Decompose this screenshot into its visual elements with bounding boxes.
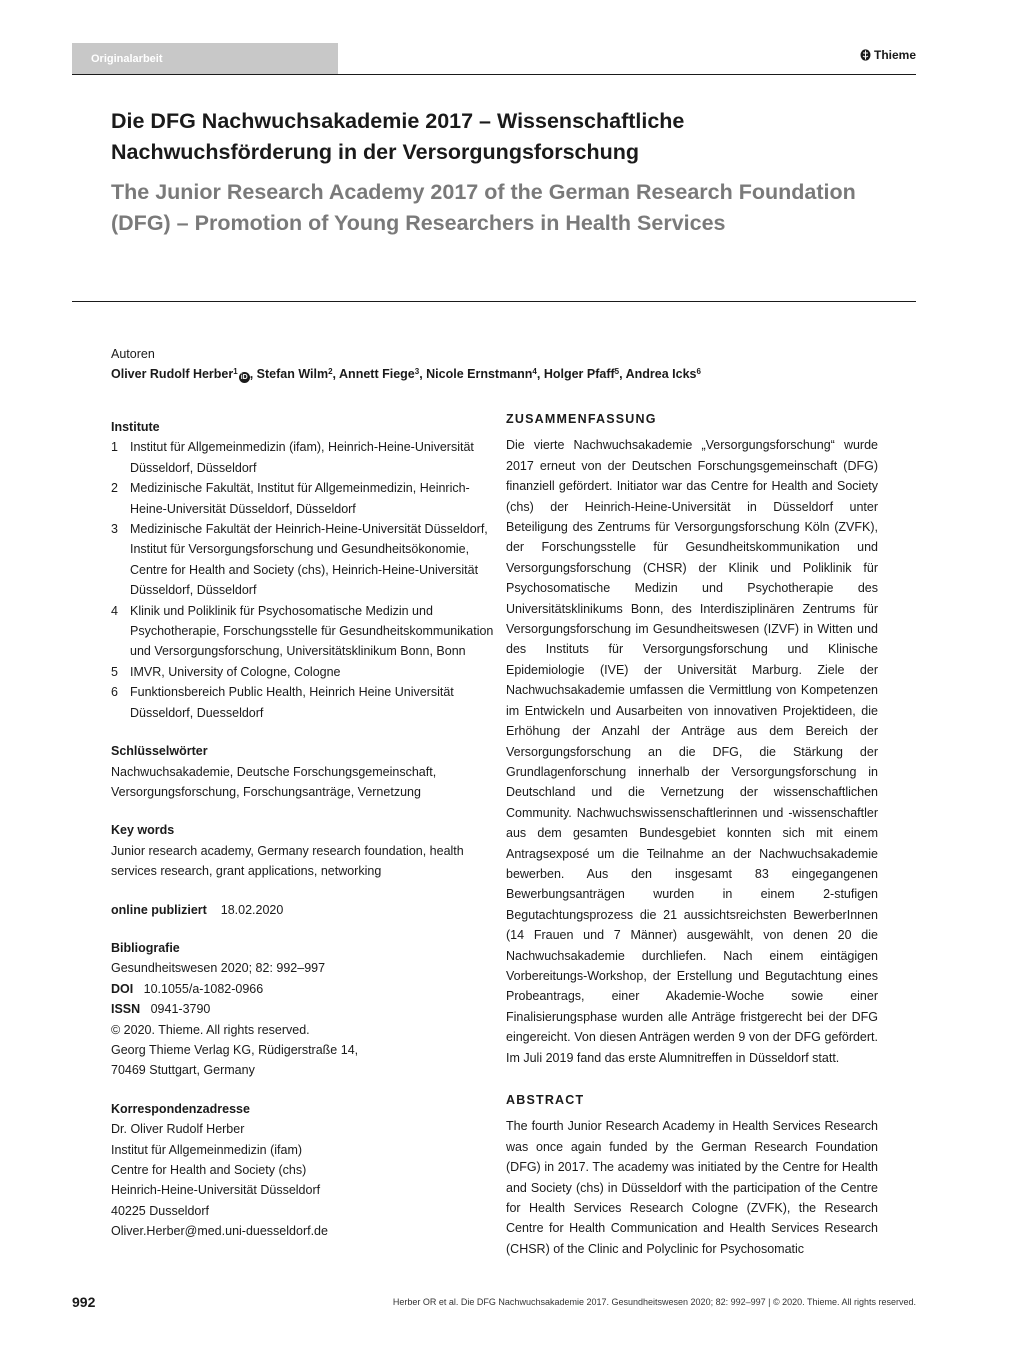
publisher-logo [860, 48, 916, 62]
keywords-english-block [111, 820, 496, 881]
keywords-german-text: Nachwuchsakademie, Deutsche Forschungsgemeinschaft, Versorgungsforschung, Forschungsanträge, Vernetzung [111, 764, 437, 799]
correspondence-heading: Korrespondenzadresse [111, 1101, 250, 1116]
orcid-icon[interactable]: iD [240, 374, 248, 381]
institute-item: 3 Medizinische Fakultät der Heinrich-Heine-Universität Düsseldorf, Institut für Versorgungsforschung und Gesundheitsökonomie, Centre for Health and Society (chs), Heinrich-Heine-Universität Düsseldorf, Düsseldorf [111, 522, 488, 598]
authors-label: Autoren [111, 347, 155, 361]
copyright-line: © 2020. Thieme. All rights reserved. [111, 1022, 310, 1037]
institute-item: 4 Klinik und Poliklinik für Psychosomatische Medizin und Psychotherapie, Forschungsstelle für Gesundheitskommunikation und Versorgungsforschung, Universitätsklinikum Bonn, Bonn [111, 603, 494, 659]
metadata-column [111, 417, 496, 1260]
journal-reference: Gesundheitswesen 2020; 82: 992–997 [111, 961, 326, 976]
zusammenfassung-text: Die vierte Nachwuchsakademie „Versorgungsforschung“ wurde 2017 erneut von der Deutschen Forschungsgemeinschaft (DFG) finanziell gefördert. Initiator war das Centre for Health and Society (chs) der Heinrich-Heine-Universität in Düsseldorf unter Beteiligung des Zentrums für Versorgungsforschung Köln (ZVFK), der Forschungsstelle für Gesundheitskommunikation und Versorgungsforschung (CHSR) der Klinik und Poliklinik für Psychosomatische Medizin und Psychotherapie des Universitätsklinikums Bonn, des Interdisziplinären Zentrums für Versorgungsforschung im Gesundheitswesen (IZVF) in Witten und des Instituts für Versorgungsforschung und Klinische Epidemiologie (IVE) der Universität Marburg. Ziele der Nachwuchsakademie umfassen die Vermittlung von Kompetenzen im Entwickeln und Ausarbeiten von innovativen Projektideen, die Erhöhung der Anzahl der Anträge aus dem Bereich der Versorgungsforschung an die DFG, die Stärkung der Grundlagenforschung innerhalb der Versorgungsforschung in Deutschland und die Vernetzung der wissenschaftlichen Community. Nachwuchswissenschaftlerinnen und -wissenschaftler aus dem gesamten Bundesgebiet konnten sich mit einem Antragsexposé um die Teilnahme an der Nachwuchsakademie bewerben. Aus den insgesamt 83 eingegangenen Bewerbungsanträgen wurden in einem 2-stufigen Begutachtungsprozess die 21 aussichtsreichsten BewerberInnen (14 Frauen und 7 Männer) ausgewählt, von denen 20 die Nachwuchsakademie durchliefen. Nach einem eintägigen Vorbereitungs-Workshop, der Erstellung und Begutachtung eines Probeantrags, einer Akademie-Woche sowie einer Finalisierungsphase wurden alle Anträge fristgerecht bei der DFG eingereicht. Von diesen Anträgen werden 9 von der DFG gefördert. Im Juli 2019 fand das erste Alumnitreffen in Düsseldorf statt. [506, 438, 878, 1065]
page-number: 992 [72, 1294, 96, 1310]
published-label: online publiziert [111, 902, 207, 917]
keywords-german-block [111, 741, 496, 802]
correspondence-line: Institut für Allgemeinmedizin (ifam) [111, 1142, 303, 1157]
author: Annett Fiege$^3$ [339, 367, 420, 381]
keywords-english-text: Junior research academy, Germany research foundation, health services research, grant applications, networking [111, 843, 464, 879]
institutes-heading: Institute [111, 420, 160, 434]
author: Oliver Rudolf Herber$^1$iD [111, 367, 248, 381]
keywords-english-heading: Key words [111, 823, 175, 838]
correspondence-line: Centre for Health and Society (chs) [111, 1163, 307, 1177]
doi-line: DOI 10.1055/a-1082-0966 [111, 981, 264, 996]
issn-line: ISSN 0941-3790 [111, 1002, 211, 1017]
issn-value: 0941-3790 [150, 1002, 211, 1017]
correspondence-line: Dr. Oliver Rudolf Herber [111, 1122, 245, 1137]
bibliography-block [111, 938, 496, 1081]
publisher-city-line: 70469 Stuttgart, Germany [111, 1063, 255, 1078]
institute-item: 5 IMVR, University of Cologne, Cologne [111, 664, 341, 679]
thieme-logo-icon [860, 49, 871, 61]
header-rule [72, 74, 916, 75]
section-tag: Originalarbeit [72, 43, 338, 75]
published-date: 18.02.2020 [220, 902, 284, 917]
author: Holger Pfaff$^5$ [543, 367, 620, 381]
doi-value[interactable]: 10.1055/a-1082-0966 [143, 981, 264, 996]
correspondence-line: Heinrich-Heine-Universität Düsseldorf [111, 1183, 321, 1198]
bibliography-heading: Bibliografie [111, 940, 180, 955]
institute-item: 6 Funktionsbereich Public Health, Heinrich Heine Universität Düsseldorf, Duesseldorf [111, 685, 454, 720]
institutes-block [111, 417, 496, 723]
abstract-heading: ABSTRACT [506, 1093, 585, 1107]
correspondence-line: 40225 Dusseldorf [111, 1203, 209, 1218]
abstract-column [506, 409, 878, 1259]
zusammenfassung-heading: ZUSAMMENFASSUNG [506, 412, 657, 426]
publisher-address-line: Georg Thieme Verlag KG, Rüdigerstraße 14, [111, 1042, 359, 1057]
title-rule [72, 301, 916, 302]
correspondence-block [111, 1099, 496, 1242]
author: Nicole Ernstmann$^4$ [426, 367, 537, 381]
institute-item: 2 Medizinische Fakultät, Institut für Allgemeinmedizin, Heinrich-Heine-Universität Düsseldorf, Düsseldorf [111, 481, 470, 516]
abstract-text: The fourth Junior Research Academy in Health Services Research was once again funded by the German Research Foundation (DFG) in 2017. The academy was initiated by the Centre for Health and Society (chs) in Düsseldorf with the participation of the Centre for Health Services Research Cologne (ZVFK), the Research Centre for Health Communication and Health Services Research (CHSR) of the Clinic and Polyclinic for Psychosomatic [506, 1119, 878, 1256]
keywords-german-heading: Schlüsselwörter [111, 744, 208, 759]
author-list: Oliver Rudolf Herber$^1$iD , Stefan Wilm$^2$, Annett Fiege$^3$, Nicole Ernstmann$^4$, Holger Pfaff$^5$, Andrea Icks$^6$ [111, 367, 701, 381]
author: Andrea Icks$^6$ [625, 367, 701, 381]
article-title-german: Die DFG Nachwuchsakademie 2017 – Wissenschaftliche Nachwuchsförderung in der Versorgungsforschung [111, 109, 685, 164]
footer-citation: Herber OR et al. Die DFG Nachwuchsakademie 2017. Gesundheitswesen 2020; 82: 992–997 | © 2020. Thieme. All rights reserved. [392, 1297, 916, 1307]
author: Stefan Wilm$^2$ [256, 367, 333, 381]
institute-item: 1 Institut für Allgemeinmedizin (ifam), Heinrich-Heine-Universität Düsseldorf, Düsseldorf [111, 440, 474, 475]
published-block [111, 900, 496, 920]
article-title-english: The Junior Research Academy 2017 of the German Research Foundation (DFG) – Promotion of Young Researchers in Health Services [111, 180, 856, 235]
publisher-name: Thieme [873, 48, 916, 62]
correspondence-email[interactable]: Oliver.Herber@med.uni-duesseldorf.de [111, 1224, 328, 1239]
